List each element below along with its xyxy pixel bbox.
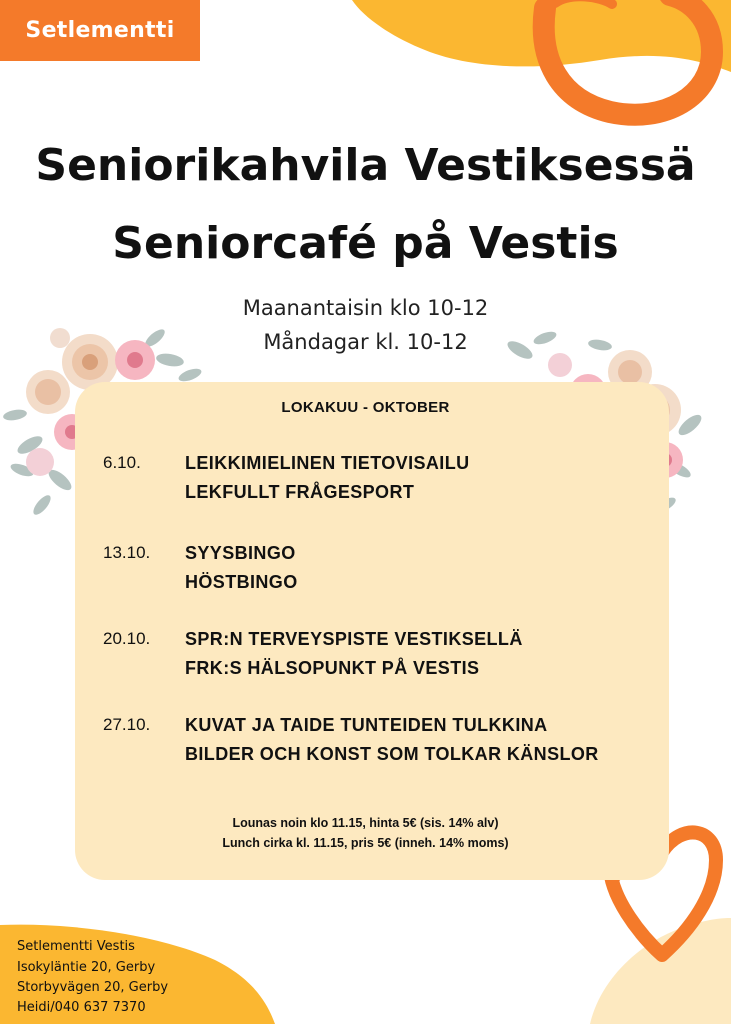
event-title-finnish: SYYSBINGO (185, 543, 296, 563)
event-title-finnish: LEIKKIMIELINEN TIETOVISAILU (185, 453, 470, 473)
month-heading: LOKAKUU - OKTOBER (281, 399, 450, 416)
contact-address-finnish: Isokyläntie 20, Gerby (17, 960, 156, 975)
pale-blob-bottom-right (590, 918, 731, 1024)
brand-label: Setlementti (25, 18, 175, 43)
event-title-finnish: SPR:N TERVEYSPISTE VESTIKSELLÄ (185, 629, 523, 649)
event-title-finnish: KUVAT JA TAIDE TUNTEIDEN TULKKINA (185, 715, 548, 735)
event-date: 27.10. (103, 715, 151, 734)
event-title-swedish: HÖSTBINGO (185, 572, 298, 592)
event-date: 6.10. (103, 453, 141, 472)
title-swedish: Seniorcafé på Vestis (112, 218, 619, 269)
schedule-swedish: Måndagar kl. 10-12 (263, 330, 468, 354)
title-finnish: Seniorikahvila Vestiksessä (35, 140, 696, 191)
contact-name: Setlementti Vestis (17, 939, 135, 954)
lunch-info-swedish: Lunch cirka kl. 11.15, pris 5€ (inneh. 14% moms) (222, 836, 509, 850)
brand-badge (0, 0, 200, 61)
schedule-finnish: Maanantaisin klo 10-12 (242, 296, 489, 320)
event-title-swedish: LEKFULLT FRÅGESPORT (185, 482, 415, 502)
contact-phone: Heidi/040 637 7370 (17, 1000, 146, 1015)
event-date: 20.10. (103, 629, 151, 648)
event-title-swedish: BILDER OCH KONST SOM TOLKAR KÄNSLOR (185, 744, 599, 764)
event-date: 13.10. (103, 543, 151, 562)
event-title-swedish: FRK:S HÄLSOPUNKT PÅ VESTIS (185, 658, 480, 678)
contact-address-swedish: Storbyvägen 20, Gerby (17, 980, 169, 995)
lunch-info-finnish: Lounas noin klo 11.15, hinta 5€ (sis. 14% alv) (232, 816, 499, 830)
